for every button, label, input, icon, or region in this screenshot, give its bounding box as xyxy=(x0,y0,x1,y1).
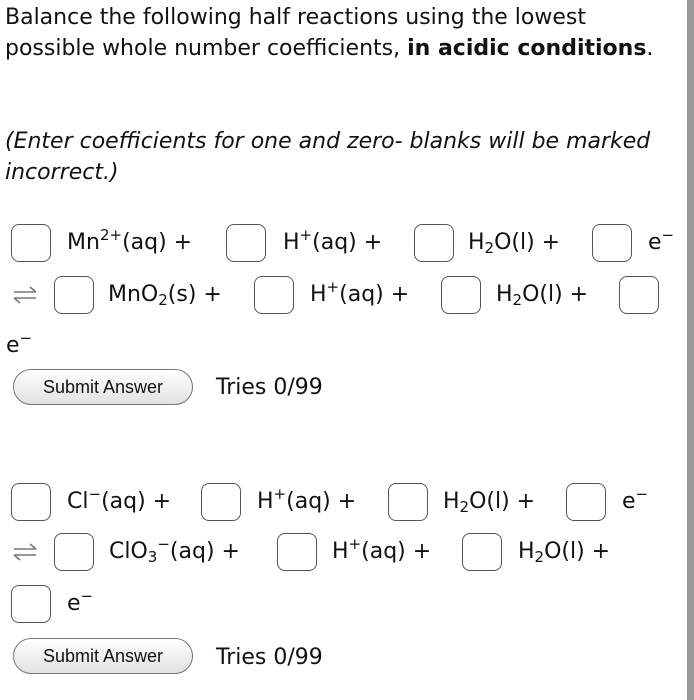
coefficient-input[interactable] xyxy=(619,276,659,314)
species-charge: + xyxy=(348,535,362,553)
species-charge: + xyxy=(273,485,287,503)
instructions xyxy=(5,2,675,64)
species-water xyxy=(468,230,560,256)
coefficient-input[interactable] xyxy=(54,276,94,314)
species-charge: − xyxy=(19,329,33,347)
species-subscript: 2 xyxy=(534,548,545,566)
scrollbar[interactable] xyxy=(687,0,694,700)
species-base: H xyxy=(468,230,485,255)
coefficient-input[interactable] xyxy=(11,483,51,521)
species-subscript: 2 xyxy=(459,498,470,516)
problem1-products-row xyxy=(0,273,694,317)
species-clminus xyxy=(67,485,172,515)
coefficient-input[interactable] xyxy=(201,483,241,521)
coefficient-input[interactable] xyxy=(11,585,51,623)
species-hplus xyxy=(332,535,432,565)
species-mn2plus xyxy=(67,226,193,256)
species-base: H xyxy=(310,282,327,307)
species-phase: (aq) + xyxy=(361,539,432,564)
species-phase: O(l) + xyxy=(494,230,561,255)
species-charge: − xyxy=(88,485,102,503)
species-subscript: 2 xyxy=(484,239,495,257)
tries-counter: Tries 0/99 xyxy=(216,375,323,400)
species-charge: 2+ xyxy=(99,226,123,244)
species-water xyxy=(443,489,535,515)
equilibrium-arrows-icon xyxy=(12,542,38,562)
problem2-products-row xyxy=(0,530,694,574)
coefficient-input[interactable] xyxy=(11,224,51,262)
species-water xyxy=(518,539,610,565)
submit-answer-button[interactable]: Submit Answer xyxy=(13,369,193,405)
problem2-reactants-row xyxy=(0,480,694,524)
species-hplus xyxy=(257,485,357,515)
species-water xyxy=(496,282,588,308)
species-base: H xyxy=(496,282,513,307)
coefficient-input[interactable] xyxy=(277,533,317,571)
instructions-note: (Enter coefficients for one and zero- blanks will be marked incorrect.) xyxy=(5,129,651,185)
species-charge: − xyxy=(157,535,170,553)
problem1-reactants-row xyxy=(0,221,694,265)
species-base: H xyxy=(443,489,460,514)
instructions-period: . xyxy=(646,36,654,61)
species-base: Cl xyxy=(67,489,89,514)
species-clo3minus xyxy=(109,535,240,566)
submit-answer-button[interactable]: Submit Answer xyxy=(13,638,193,674)
species-base: H xyxy=(283,230,300,255)
species-hplus xyxy=(310,278,410,308)
problem1-overflow-row xyxy=(0,324,80,368)
species-charge: + xyxy=(299,226,313,244)
species-phase: (aq) + xyxy=(169,539,240,564)
species-mno2 xyxy=(108,282,222,308)
species-charge: + xyxy=(326,278,340,296)
species-phase: (aq) + xyxy=(101,489,172,514)
species-phase: (aq) + xyxy=(339,282,410,307)
coefficient-input[interactable] xyxy=(592,224,632,262)
species-base: e xyxy=(6,333,20,358)
species-base: e xyxy=(648,230,662,255)
species-base: MnO xyxy=(108,282,159,307)
coefficient-input[interactable] xyxy=(254,276,294,314)
species-charge: − xyxy=(635,485,649,503)
coefficient-input[interactable] xyxy=(226,224,266,262)
species-base: ClO xyxy=(109,539,148,564)
instructions-text: Balance the following half reactions using the lowest possible whole number coefficients, xyxy=(5,5,586,61)
species-phase: (aq) + xyxy=(286,489,357,514)
coefficient-input[interactable] xyxy=(441,276,481,314)
species-charge: − xyxy=(661,226,675,244)
species-base: H xyxy=(257,489,274,514)
species-phase: (aq) + xyxy=(122,230,193,255)
species-phase: O(l) + xyxy=(544,539,611,564)
equilibrium-arrows-icon xyxy=(12,285,38,305)
species-electron xyxy=(6,329,33,359)
species-hplus xyxy=(283,226,383,256)
species-base: H xyxy=(518,539,535,564)
coefficient-input[interactable] xyxy=(462,533,502,571)
species-electron xyxy=(648,226,675,256)
coefficient-input[interactable] xyxy=(414,224,454,262)
species-subscript: 3 xyxy=(147,548,158,566)
coefficient-input[interactable] xyxy=(54,533,94,571)
species-electron xyxy=(67,587,94,617)
species-phase: O(l) + xyxy=(469,489,536,514)
species-base: H xyxy=(332,539,349,564)
instructions-bold: in acidic conditions xyxy=(407,36,647,61)
species-base: e xyxy=(622,489,636,514)
problem2-overflow-row xyxy=(0,582,140,626)
species-base: Mn xyxy=(67,230,100,255)
species-phase: (s) + xyxy=(167,282,222,307)
species-phase: (aq) + xyxy=(312,230,383,255)
species-charge: − xyxy=(80,587,94,605)
species-subscript: 2 xyxy=(158,291,168,309)
tries-counter: Tries 0/99 xyxy=(216,645,323,670)
coefficient-input[interactable] xyxy=(566,483,606,521)
species-phase: O(l) + xyxy=(522,282,589,307)
species-base: e xyxy=(67,591,81,616)
coefficient-input[interactable] xyxy=(388,483,428,521)
species-subscript: 2 xyxy=(512,291,523,309)
species-electron xyxy=(622,485,649,515)
